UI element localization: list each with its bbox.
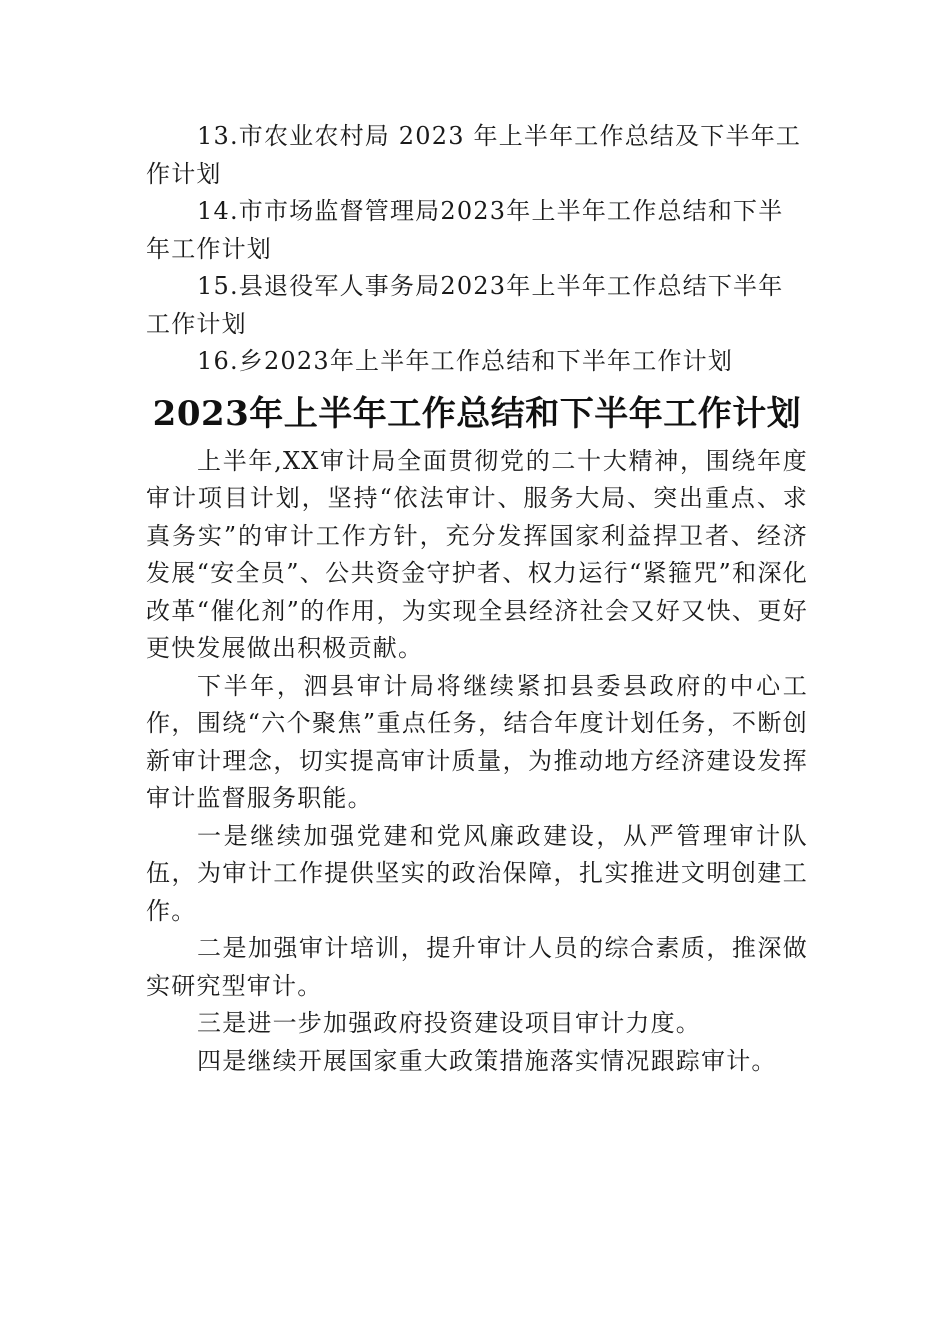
paragraph: 一是继续加强党建和党风廉政建设，从严管理审计队伍，为审计工作提供坚实的政治保障，扎实推进文明创建工作。	[146, 821, 808, 925]
paragraph: 四是继续开展国家重大政策措施落实情况跟踪审计。	[197, 1046, 777, 1075]
paragraph: 下半年，泗县审计局将继续紧扣县委县政府的中心工作，围绕“六个聚焦”重点任务，结合年度计划任务，不断创新审计理念，切实提高审计质量，为推动地方经济建设发挥审计监督服务职能。	[146, 671, 808, 812]
list-item: 16.乡2023年上半年工作总结和下半年工作计划	[197, 347, 734, 375]
document-body	[146, 118, 808, 1080]
list-item: 14.市市场监督管理局2023年上半年工作总结和下半年工作计划	[146, 197, 784, 263]
paragraph: 上半年,XX审计局全面贯彻党的二十大精神，围绕年度审计项目计划，坚持“依法审计、服务大局、突出重点、求真务实”的审计工作方针，充分发挥国家利益捍卫者、经济发展“安全员”、公共资金守护者、权力运行“紧箍咒”和深化改革“催化剂”的作用，为实现全县经济社会又好又快、更好更快发展做出积极贡献。	[146, 446, 808, 662]
document-title: 2023年上半年工作总结和下半年工作计划	[152, 393, 802, 434]
paragraph: 三是进一步加强政府投资建设项目审计力度。	[197, 1009, 701, 1037]
paragraph: 二是加强审计培训，提升审计人员的综合素质，推深做实研究型审计。	[146, 934, 808, 1000]
list-item: 13.市农业农村局 2023 年上半年工作总结及下半年工作计划	[146, 122, 802, 188]
list-item: 15.县退役军人事务局2023年上半年工作总结下半年工作计划	[146, 272, 784, 338]
